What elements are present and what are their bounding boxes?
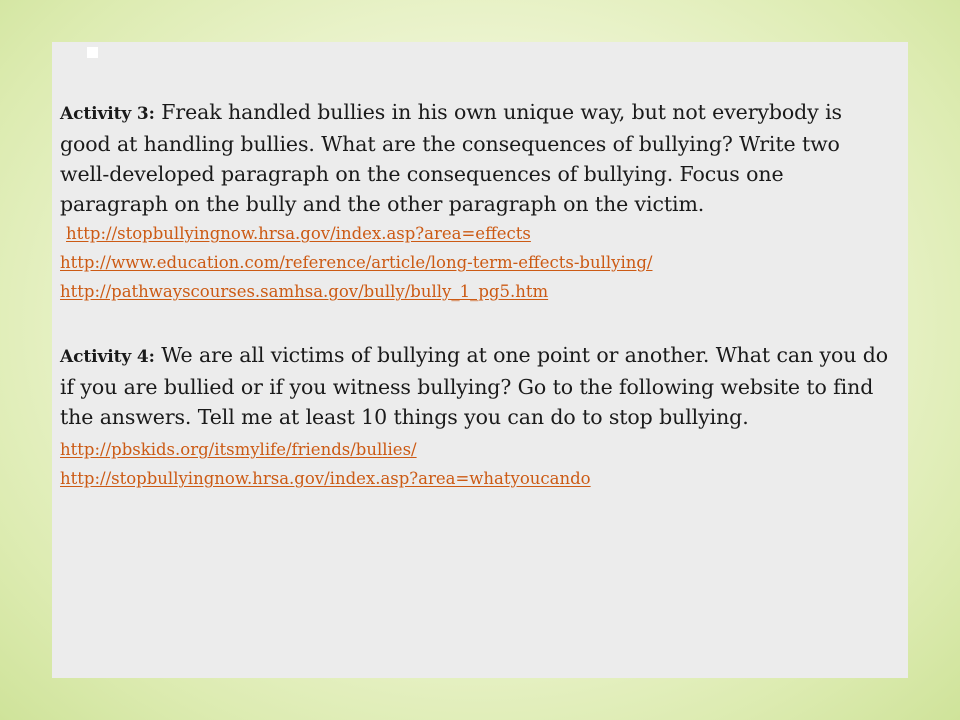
link-item [60,464,890,493]
activity-3-text: Freak handled bullies in his own unique way, but not everybody is good at handling bullies. What are the consequences of bullying? Write two well-developed paragraph on the consequences of bullying. Focus one paragraph on the bully and the other paragraph on the victim. [60,100,842,216]
activity-3-paragraph [60,97,890,219]
link-education-long-term-effects[interactable]: http://www.education.com/reference/article/long-term-effects-bullying/ [60,253,653,272]
activity-4-text: We are all victims of bullying at one point or another. What can you do if you are bullied or if you witness bullying? Go to the following website to find the answers. Tell me at least 10 things you can do to stop bullying. [60,343,888,429]
link-item [60,435,890,464]
activity-3-links [60,219,890,306]
corner-mark-icon [88,48,97,57]
activity-3-label: Activity 3: [60,104,155,124]
link-samhsa-bully[interactable]: http://pathwayscourses.samhsa.gov/bully/bully_1_pg5.htm [60,282,549,301]
section-gap [60,306,890,340]
link-item [60,277,890,306]
link-stopbullying-whatyoucando[interactable]: http://stopbullyingnow.hrsa.gov/index.asp?area=whatyoucando [60,469,591,488]
link-item [60,248,890,277]
link-stopbullying-effects[interactable]: http://stopbullyingnow.hrsa.gov/index.asp?area=effects [66,224,531,243]
activity-4-paragraph [60,340,890,432]
link-item [60,219,890,248]
slide-panel [52,42,908,678]
activity-4-links [60,435,890,493]
link-pbskids-bullies[interactable]: http://pbskids.org/itsmylife/friends/bullies/ [60,440,417,459]
slide-content [60,97,890,493]
activity-4-label: Activity 4: [60,347,155,367]
